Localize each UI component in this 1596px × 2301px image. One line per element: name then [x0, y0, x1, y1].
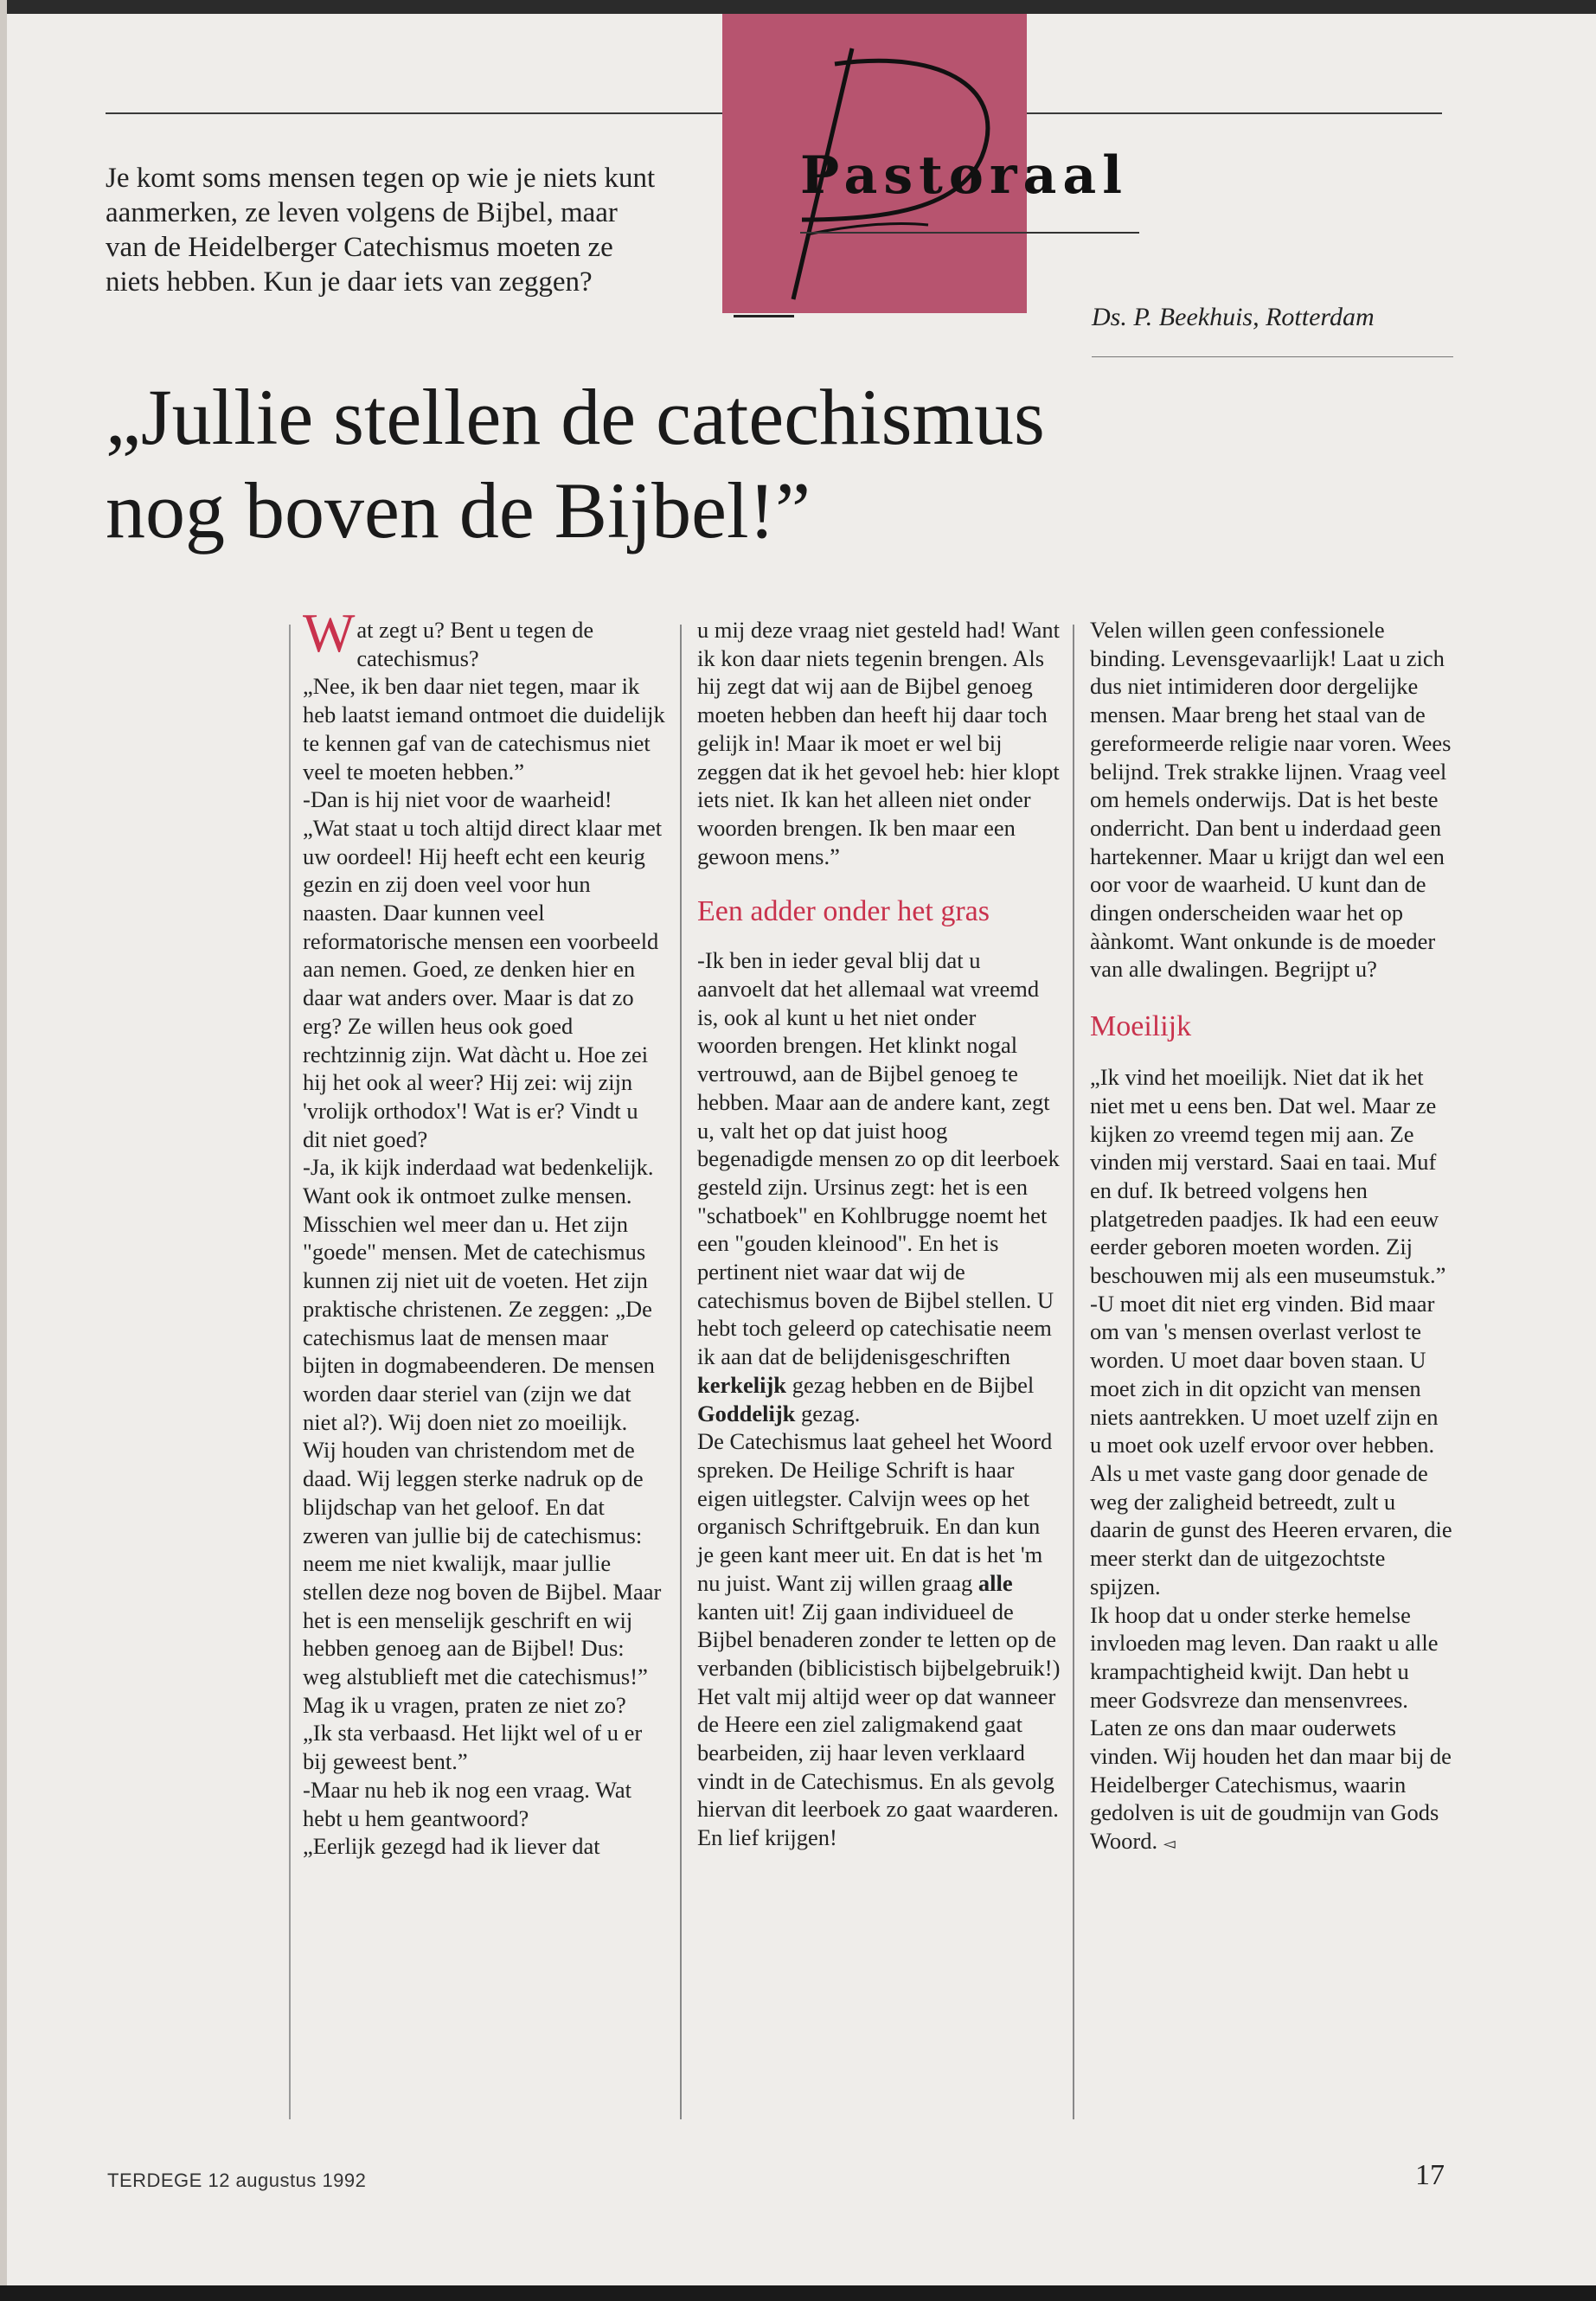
paragraph: Wat zegt u? Bent u tegen de catechismus?	[303, 602, 594, 671]
paragraph: „Ik vind het moeilijk. Niet dat ik het niet met u eens ben. Dat wel. Maar ze kijken zo vreemd tegen mij aan. Ze vinden mij verstard. Saai en taai. Muf en duf. Ik betreed volgens hen platgetreden paadjes. Ik had een eeuw eerder geboren moeten worden. Zij beschouwen mij als een museumstuk.”	[1090, 1064, 1446, 1289]
article-column-3	[1090, 616, 1453, 1858]
header-rule-left	[106, 112, 722, 114]
publication-footer: TERDEGE 12 augustus 1992	[107, 2170, 367, 2191]
article-headline	[106, 370, 1317, 557]
end-mark-icon: ◅	[1163, 1835, 1176, 1853]
scan-edge-top	[0, 0, 1596, 14]
page-number: 17	[1415, 2159, 1445, 2191]
paragraph: Velen willen geen confessionele binding. Levensgevaarlijk! Laat u zich dus niet intimideren door dergelijke mensen. Maar breng het staal van de gereformeerde religie naar voren. Wees belijnd. Trek strakke lijnen. Vraag veel om hemels onderwijs. Dat is het beste onderricht. Dan bent u inderdaad geen hartekenner. Maar u krijgt dan wel een oor voor de waarheid. U kunt dan de dingen onderscheiden waar het op àànkomt. Want onkunde is de moeder van alle dwalingen. Begrijpt u?	[1090, 617, 1452, 983]
paragraph: -Maar nu heb ik nog een vraag. Wat hebt u hem geantwoord?	[303, 1776, 632, 1831]
bold-term: kerkelijk	[697, 1371, 787, 1398]
paragraph: -U moet dit niet erg vinden. Bid maar om van 's mensen overlast verlost te worden. U moet daar boven staan. U moet zich in dit opzicht van mensen niets aantrekken. U moet uzelf zijn en u moet ook uzelf ervoor over hebben. Als u met vaste gang door genade de weg der zaligheid betreedt, zult u daarin de gunst des Heeren ervaren, die meer sterkt dan de uitgezochtste spijzen.	[1090, 1290, 1452, 1599]
bold-term: alle	[977, 1569, 1013, 1596]
article-column-2	[697, 616, 1061, 1852]
paragraph: -Dan is hij niet voor de waarheid!	[303, 786, 612, 813]
paragraph: „Wat staat u toch altijd direct klaar met uw oordeel! Hij heeft echt een keurig gezin en zij doen veel voor hun naasten. Daar kunnen veel reformatorische mensen een voorbeeld aan nemen. Goed, ze denken hier en daar wat anders over. Maar is dat zo erg? Ze willen heus ook goed rechtzinnig zijn. Wat dàcht u. Hoe zei hij het ook al weer? Hij zei: wij zijn 'vrolijk orthodox'! Wat is er? Vindt u dit niet goed?	[303, 814, 663, 1152]
logo-stub-line	[734, 315, 794, 317]
section-title: Pastoraal	[800, 145, 1129, 206]
intro-question: Je komt soms mensen tegen op wie je niets kunt aanmerken, ze leven volgens de Bijbel, maar van de Heidelberger Catechismus moeten ze niets hebben. Kun je daar iets van zeggen?	[106, 163, 656, 298]
paragraph: „Nee, ik ben daar niet tegen, maar ik heb laatst iemand ontmoet die duidelijk te kennen gaf van de catechismus niet veel te moeten hebben.”	[303, 673, 665, 785]
headline-line-2: nog boven de Bijbel!”	[106, 466, 811, 554]
paragraph: Ik hoop dat u onder sterke hemelse invloeden mag leven. Dan raakt u alle krampachtigheid kwijt. Dan hebt u meer Godsvreze dan mensenvrees. Laten ze ons dan maar ouderwets vinden. Wij houden het dan maar bij de Heidelberger Catechismus, waarin gedolven is uit de goudmijn van Gods Woord. ◅	[1090, 1601, 1452, 1855]
paragraph: u mij deze vraag niet gesteld had! Want ik kon daar niets tegenin brengen. Als hij zegt dat wij aan de Bijbel genoeg moeten hebben dan heeft hij daar toch gelijk in! Maar ik moet er wel bij zeggen dat ik het gevoel heb: hier klopt iets niet. Ik kan het alleen niet onder woorden brengen. Ik ben maar een gewoon mens.”	[697, 617, 1061, 869]
column-divider-2	[1073, 625, 1074, 2119]
article-column-1	[303, 602, 666, 1861]
subheading-adder: Een adder onder het gras	[697, 895, 990, 928]
author-byline: Ds. P. Beekhuis, Rotterdam	[1092, 303, 1375, 331]
paragraph: „Eerlijk gezegd had ik liever dat	[303, 1833, 600, 1860]
column-divider-1	[680, 625, 682, 2119]
logo-underline	[800, 232, 1139, 234]
column-divider-left	[289, 625, 291, 2119]
headline-line-1: „Jullie stellen de catechismus	[106, 373, 1045, 461]
paragraph: Het valt mij altijd weer op dat wanneer de Heere een ziel zaligmakend gaat bearbeiden, zij haar leven verklaard vindt in de Catechismus. En als gevolg hiervan dit leerboek zo gaat waarderen. En lief krijgen!	[697, 1682, 1059, 1851]
paragraph: -Ja, ik kijk inderdaad wat bedenkelijk. Want ook ik ontmoet zulke mensen. Misschien wel meer dan u. Het zijn "goede" mensen. Met de catechismus kunnen zij niet uit de voeten. Het zijn praktische christenen. Ze zeggen: „De catechismus laat de mensen maar bijten in dogmabeenderen. De mensen worden daar steriel van (zijn we dat niet al?). Wij doen niet zo moeilijk. Wij houden van christendom met de daad. Wij leggen sterke nadruk op de blijdschap van het geloof. En dat zweren van jullie bij de catechismus: neem me niet kwalijk, maar jullie stellen deze nog boven de Bijbel. Maar het is een menselijk geschrift en wij hebben genoeg aan de Bijbel! Dus: weg alstublieft met die catechismus!” Mag ik u vragen, praten ze niet zo?	[303, 1154, 662, 1718]
scan-edge-bottom	[0, 2285, 1596, 2301]
byline-rule	[1092, 356, 1453, 357]
subheading-moeilijk: Moeilijk	[1090, 1010, 1192, 1043]
bold-term: Goddelijk	[697, 1400, 796, 1426]
scan-edge-left	[0, 0, 7, 2301]
paragraph: De Catechismus laat geheel het Woord spreken. De Heilige Schrift is haar eigen uitlegster. Calvijn wees op het organisch Schriftgebruik. En dan kun je geen kant meer uit. En dat is het 'm nu juist. Want zij willen graag alle kanten uit! Zij gaan individueel de Bijbel benaderen zonder te letten op de verbanden (biblicistisch bijbelgebruik!)	[697, 1428, 1061, 1681]
paragraph: „Ik sta verbaasd. Het lijkt wel of u er bij geweest bent.”	[303, 1720, 643, 1775]
drop-cap: W	[303, 602, 356, 663]
header-rule-right	[1027, 112, 1442, 114]
paragraph: -Ik ben in ieder geval blij dat u aanvoelt dat het allemaal wat vreemd is, ook al kunt u het niet onder woorden brengen. Het klinkt nogal vertrouwd, aan de Bijbel genoeg te hebben. Maar aan de andere kant, zegt u, valt het op dat juist hoog begenadigde mensen zo op dit leerboek gesteld zijn. Ursinus zegt: het is een "schatboek" en Kohlbrugge noemt het een "gouden kleinood". En het is pertinent niet waar dat wij de catechismus boven de Bijbel stellen. U hebt toch geleerd op catechisatie neem ik aan dat de belijdenisgeschriften kerkelijk gezag hebben en de Bijbel Goddelijk gezag.	[697, 947, 1060, 1426]
